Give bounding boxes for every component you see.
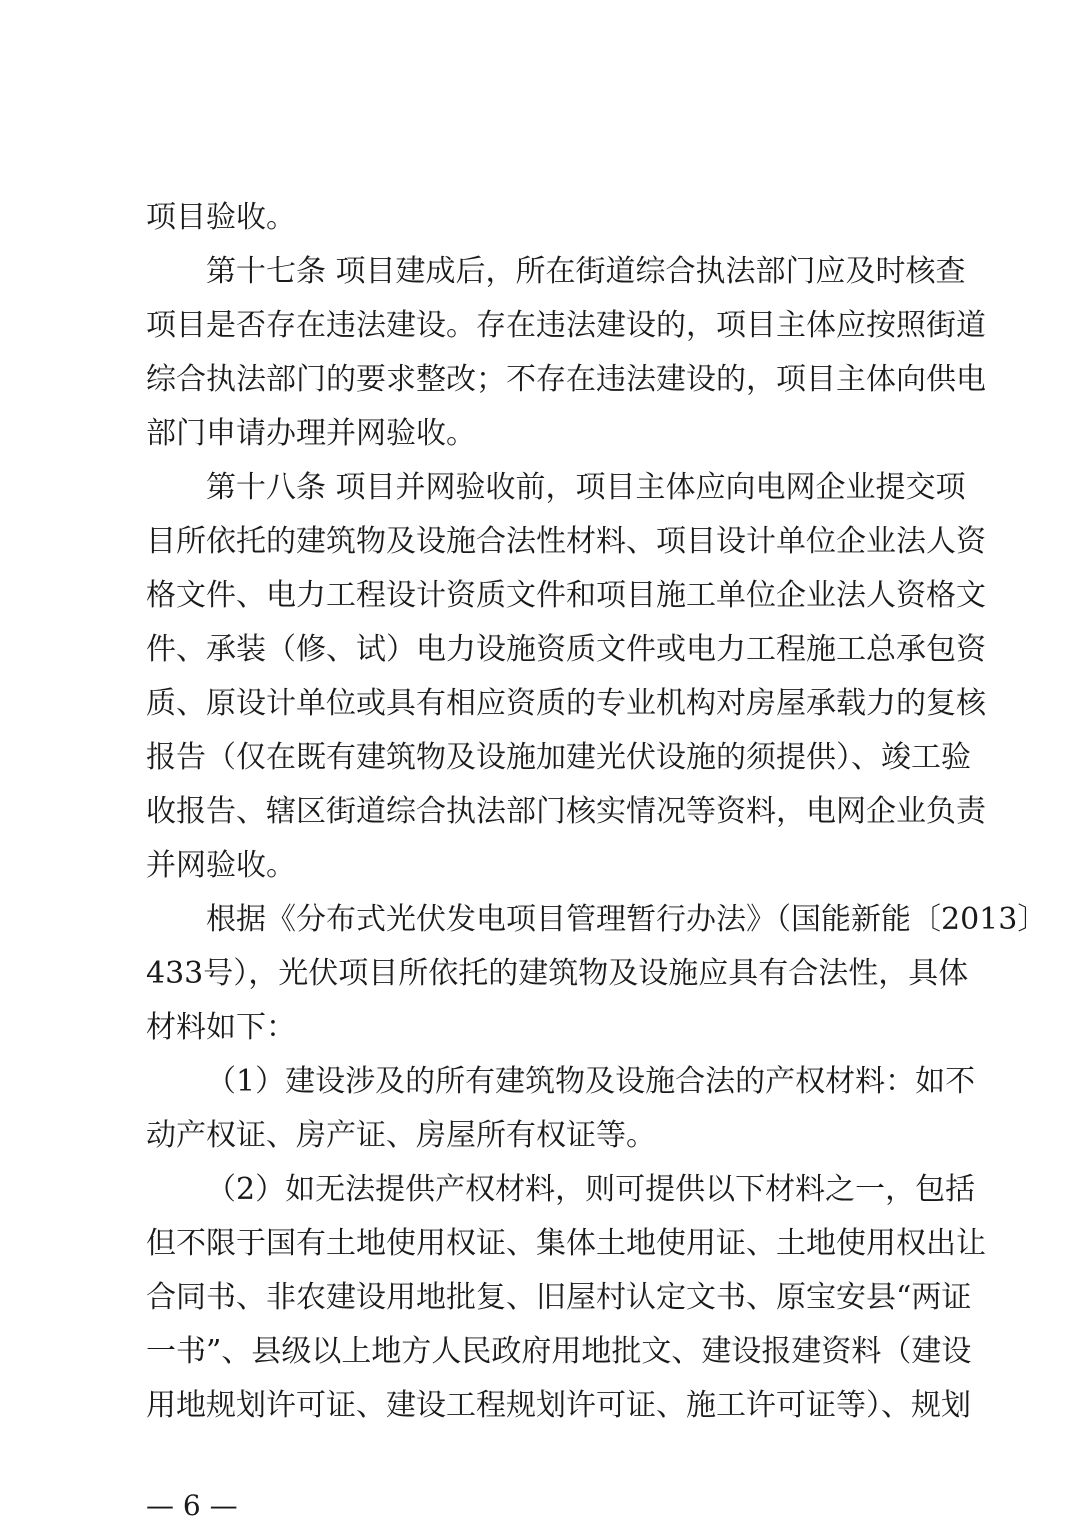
- text-line: 项目是否存在违法建设。存在违法建设的，项目主体应按照街道: [146, 308, 986, 343]
- text-line: 格文件、电力工程设计资质文件和项目施工单位企业法人资格文: [146, 578, 986, 613]
- legal-basis-line: 根据《分布式光伏发电项目管理暂行办法》（国能新能〔2013〕: [206, 902, 1048, 937]
- text-line: 项目验收。: [146, 200, 296, 235]
- list-item-2-line: （2）如无法提供产权材料，则可提供以下材料之一，包括: [206, 1172, 976, 1207]
- text-line: 动产权证、房产证、房屋所有权证等。: [146, 1118, 656, 1153]
- text-line: 合同书、非农建设用地批复、旧屋村认定文书、原宝安县“两证: [146, 1280, 972, 1315]
- text-line: 综合执法部门的要求整改；不存在违法建设的，项目主体向供电: [146, 362, 986, 397]
- text-line: 目所依托的建筑物及设施合法性材料、项目设计单位企业法人资: [146, 524, 986, 559]
- list-item-1-line: （1）建设涉及的所有建筑物及设施合法的产权材料：如不: [206, 1064, 976, 1099]
- text-line: 质、原设计单位或具有相应资质的专业机构对房屋承载力的复核: [146, 686, 986, 721]
- article-18-heading-line: 第十八条 项目并网验收前，项目主体应向电网企业提交项: [206, 470, 966, 505]
- text-line: 材料如下：: [146, 1010, 296, 1045]
- text-line: 并网验收。: [146, 848, 296, 883]
- page-number: — 6 —: [146, 1489, 238, 1522]
- text-line: 一书”、县级以上地方人民政府用地批文、建设报建资料（建设: [146, 1334, 972, 1369]
- text-line: 用地规划许可证、建设工程规划许可证、施工许可证等）、规划: [146, 1388, 971, 1423]
- article-17-heading-line: 第十七条 项目建成后，所在街道综合执法部门应及时核查: [206, 254, 966, 289]
- text-line: 但不限于国有土地使用权证、集体土地使用证、土地使用权出让: [146, 1226, 986, 1261]
- text-line: 收报告、辖区街道综合执法部门核实情况等资料，电网企业负责: [146, 794, 986, 829]
- text-line: 报告（仅在既有建筑物及设施加建光伏设施的须提供）、竣工验: [146, 740, 971, 775]
- text-line: 件、承装（修、试）电力设施资质文件或电力工程施工总承包资: [146, 632, 986, 667]
- text-line: 433号），光伏项目所依托的建筑物及设施应具有合法性，具体: [146, 956, 969, 991]
- text-line: 部门申请办理并网验收。: [146, 416, 476, 451]
